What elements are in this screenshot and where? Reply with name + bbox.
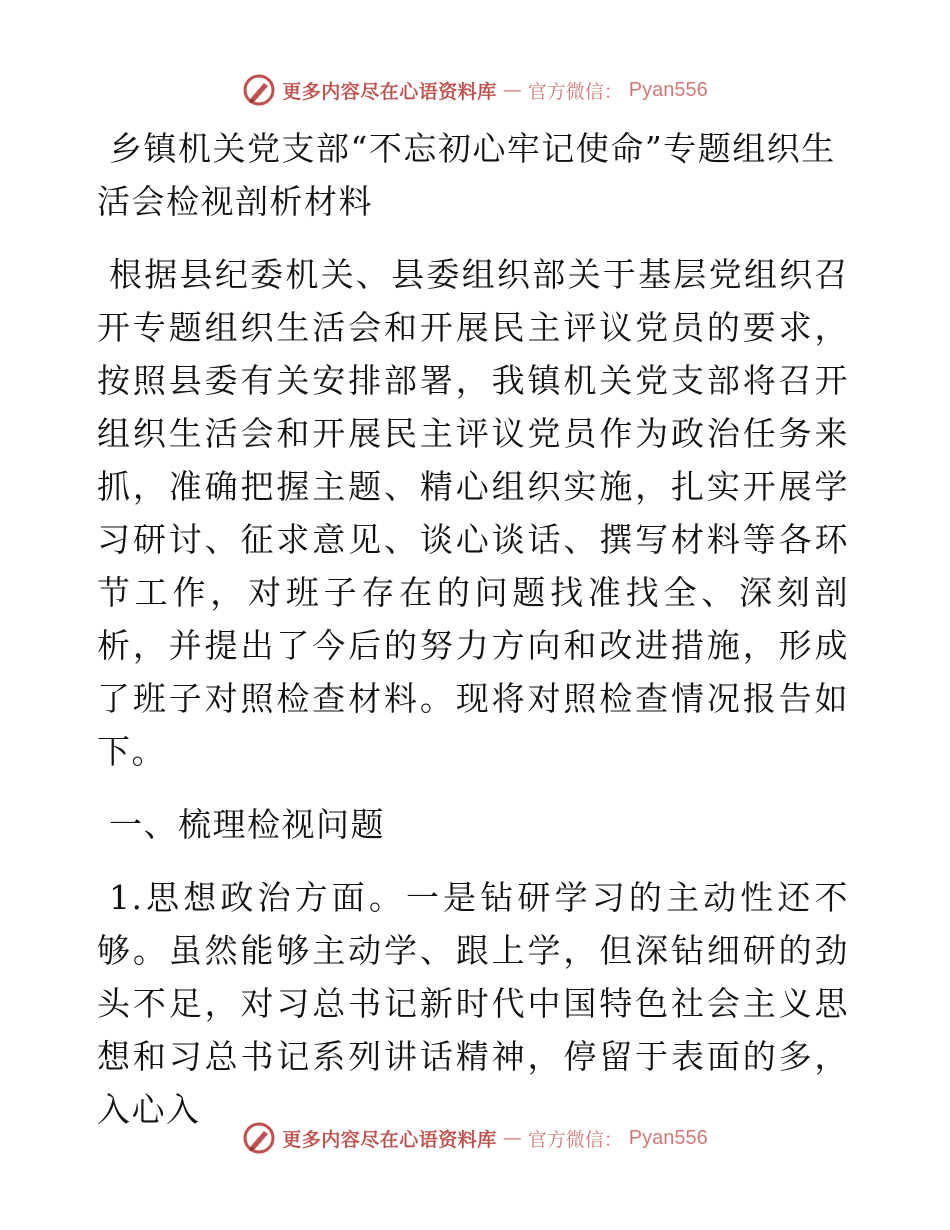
section-heading-1: 一、梳理检视问题	[109, 805, 385, 844]
footer-watermark	[0, 1118, 950, 1158]
intro-paragraph: 根据县纪委机关、县委组织部关于基层党组织召开专题组织生活会和开展民主评议党员的要求，按照县委有关安排部署，我镇机关党支部将召开组织生活会和开展民主评议党员作为政治任务来抓，准确把握主题、精心组织实施，扎实开展学习研讨、征求意见、谈心谈话、撰写材料等各环节工作，对班子存在的问题找准找全、深刻剖析，并提出了今后的努力方向和改进措施，形成了班子对照检查材料。现将对照检查情况报告如下。	[97, 255, 849, 771]
pen-logo-icon	[242, 73, 276, 107]
watermark-main-text: 更多内容尽在心语资料库	[282, 1128, 497, 1151]
pen-logo-icon	[242, 1121, 276, 1155]
header-watermark	[0, 70, 950, 110]
document-body	[97, 122, 849, 1156]
item-paragraph-1: 1.思想政治方面。一是钻研学习的主动性还不够。虽然能够主动学、跟上学，但深钻细研的劲头不足，对习总书记新时代中国特色社会主义思想和习总书记系列讲话精神，停留于表面的多，入心入	[97, 878, 849, 1129]
document-title: 乡镇机关党支部“不忘初心牢记使命”专题组织生活会检视剖析材料	[97, 129, 836, 221]
watermark-separator: —	[502, 79, 522, 101]
watermark-separator: —	[502, 1127, 522, 1149]
watermark-sub-text: 官方微信：	[527, 1128, 623, 1151]
watermark-wechat-id: Pyan556	[628, 1126, 708, 1149]
watermark-sub-text: 官方微信：	[527, 80, 623, 103]
watermark-main-text: 更多内容尽在心语资料库	[282, 80, 497, 103]
watermark-wechat-id: Pyan556	[628, 78, 708, 101]
